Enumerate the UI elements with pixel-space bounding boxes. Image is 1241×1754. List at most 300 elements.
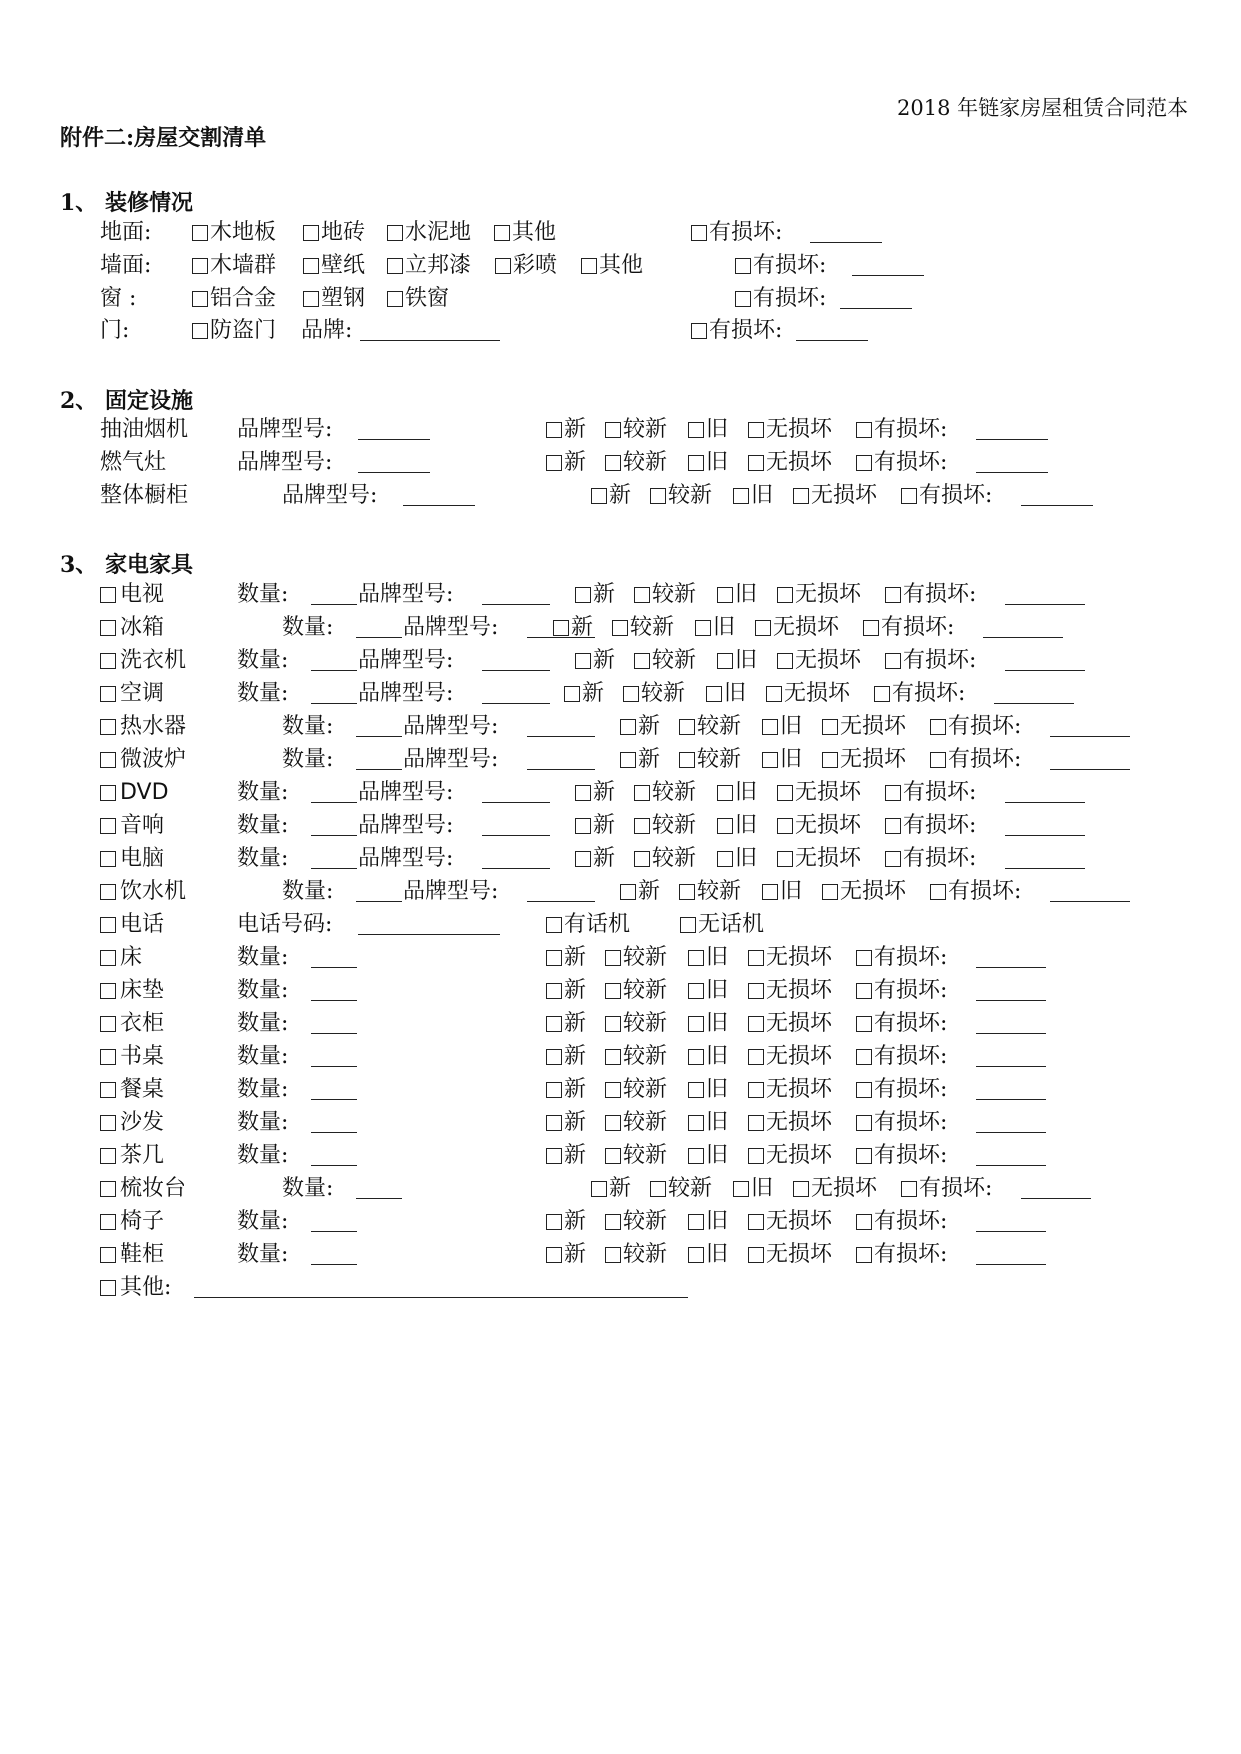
item-6-newer-checkbox[interactable] [634,785,650,801]
decoration-damaged-checkbox[interactable] [735,291,751,307]
item-17-name: 茶几 [120,1143,165,1168]
item-8-new-label: 新 [593,846,616,871]
item-12-checkbox[interactable] [100,983,116,999]
decoration-row-label: 墙面: [100,253,152,278]
fixture-0-old-checkbox[interactable] [688,422,704,438]
item-0-brand-field[interactable] [482,584,550,605]
item-20-old-checkbox[interactable] [688,1247,704,1263]
item-18-newer-checkbox[interactable] [650,1181,666,1197]
item-5-checkbox[interactable] [100,752,116,768]
item-0-checkbox[interactable] [100,587,116,603]
item-0-damage-field[interactable] [1005,584,1085,605]
item-5-old-checkbox[interactable] [762,752,778,768]
decoration-damage-field[interactable] [810,222,882,243]
item-7-old-checkbox[interactable] [717,818,733,834]
item-9-old-label: 旧 [780,879,803,904]
item-1-newer-label: 较新 [630,615,675,640]
item-5-new-label: 新 [638,747,661,772]
item-17-new-checkbox[interactable] [546,1148,562,1164]
item-18-newer-label: 较新 [668,1176,713,1201]
item-18-old-label: 旧 [751,1176,774,1201]
item-19-old-checkbox[interactable] [688,1214,704,1230]
item-18-new-label: 新 [609,1176,632,1201]
item-12-name: 床垫 [120,978,165,1003]
item-2-newer-label: 较新 [652,648,697,673]
item-4-damage-field[interactable] [1050,716,1130,737]
item-13-old-checkbox[interactable] [688,1016,704,1032]
door-brand-field[interactable] [360,320,500,341]
item-2-damage-field[interactable] [1005,650,1085,671]
item-8-no-damage-checkbox[interactable] [777,851,793,867]
item-4-damaged-checkbox[interactable] [930,719,946,735]
item-9-damage-field[interactable] [1050,881,1130,902]
item-20-qty-label: 数量: [237,1242,289,1267]
item-11-qty-label: 数量: [237,945,289,970]
item-2-brand-field[interactable] [482,650,550,671]
item-6-newer-label: 较新 [652,780,697,805]
item-2-no-damage-checkbox[interactable] [777,653,793,669]
item-11-no-damage-checkbox[interactable] [748,950,764,966]
decoration-option-checkbox[interactable] [192,225,208,241]
fixture-2-damaged-checkbox[interactable] [901,488,917,504]
item-19-damaged-checkbox[interactable] [856,1214,872,1230]
item-2-checkbox[interactable] [100,653,116,669]
item-13-qty-field[interactable] [311,1013,357,1034]
item-19-qty-field[interactable] [311,1211,357,1232]
item-3-new-checkbox[interactable] [564,686,580,702]
item-12-new-checkbox[interactable] [546,983,562,999]
item-14-qty-label: 数量: [237,1044,289,1069]
fixture-2-new-label: 新 [609,483,632,508]
item-20-damaged-checkbox[interactable] [856,1247,872,1263]
item-6-new-label: 新 [593,780,616,805]
item-20-new-checkbox[interactable] [546,1247,562,1263]
item-4-qty-field[interactable] [356,716,402,737]
item-10-checkbox[interactable] [100,917,116,933]
item-14-checkbox[interactable] [100,1049,116,1065]
item-8-old-label: 旧 [735,846,758,871]
item-13-damage-field[interactable] [976,1013,1046,1034]
fixture-0-damaged-label: 有损坏: [874,417,948,442]
item-9-newer-checkbox[interactable] [679,884,695,900]
item-16-new-checkbox[interactable] [546,1115,562,1131]
item-3-no-damage-checkbox[interactable] [766,686,782,702]
item-2-qty-field[interactable] [311,650,357,671]
decoration-option-label: 壁纸 [321,253,366,278]
item-20-qty-field[interactable] [311,1244,357,1265]
item-1-damaged-checkbox[interactable] [863,620,879,636]
section-heading-appliances: 3、 家电家具 [60,552,193,578]
decoration-row-label: 窗 : [100,286,137,311]
item-8-damaged-label: 有损坏: [903,846,977,871]
no-phone-checkbox[interactable] [680,917,696,933]
item-7-new-checkbox[interactable] [575,818,591,834]
item-18-damaged-checkbox[interactable] [901,1181,917,1197]
item-4-qty-label: 数量: [282,714,334,739]
page-header: 2018 年链家房屋租赁合同范本 [897,96,1189,120]
item-0-newer-checkbox[interactable] [634,587,650,603]
decoration-option-checkbox[interactable] [494,225,510,241]
item-19-newer-checkbox[interactable] [605,1214,621,1230]
decoration-option-checkbox[interactable] [387,258,403,274]
item-6-checkbox[interactable] [100,785,116,801]
item-9-brand-field[interactable] [527,881,595,902]
item-12-old-checkbox[interactable] [688,983,704,999]
item-18-old-checkbox[interactable] [733,1181,749,1197]
item-1-damaged-label: 有损坏: [881,615,955,640]
item-9-newer-label: 较新 [697,879,742,904]
item-6-no-damage-checkbox[interactable] [777,785,793,801]
item-17-qty-label: 数量: [237,1143,289,1168]
item-9-qty-field[interactable] [356,881,402,902]
item-8-newer-checkbox[interactable] [634,851,650,867]
has-phone-checkbox[interactable] [546,917,562,933]
item-5-name: 微波炉 [120,747,187,772]
item-20-newer-checkbox[interactable] [605,1247,621,1263]
item-18-qty-field[interactable] [356,1178,402,1199]
fixture-2-no-damage-checkbox[interactable] [793,488,809,504]
fixture-brand-field[interactable] [403,485,475,506]
item-9-damaged-checkbox[interactable] [930,884,946,900]
item-18-no-damage-checkbox[interactable] [793,1181,809,1197]
item-1-qty-label: 数量: [282,615,334,640]
item-10-name: 电话 [120,912,165,937]
item-11-damaged-checkbox[interactable] [856,950,872,966]
item-18-no-damage-label: 无损坏 [811,1176,878,1201]
item-11-no-damage-label: 无损坏 [766,945,833,970]
item-4-newer-checkbox[interactable] [679,719,695,735]
fixture-0-damaged-checkbox[interactable] [856,422,872,438]
item-4-brand-field[interactable] [527,716,595,737]
decoration-option-checkbox[interactable] [387,225,403,241]
item-11-old-label: 旧 [706,945,729,970]
item-7-no-damage-checkbox[interactable] [777,818,793,834]
decoration-damaged-checkbox[interactable] [691,323,707,339]
item-15-checkbox[interactable] [100,1082,116,1098]
item-13-new-checkbox[interactable] [546,1016,562,1032]
item-17-no-damage-checkbox[interactable] [748,1148,764,1164]
item-16-old-label: 旧 [706,1110,729,1135]
item-1-damage-field[interactable] [983,617,1063,638]
item-15-qty-field[interactable] [311,1079,357,1100]
item-9-no-damage-checkbox[interactable] [822,884,838,900]
fixture-1-damaged-checkbox[interactable] [856,455,872,471]
decoration-option-checkbox[interactable] [387,291,403,307]
item-20-checkbox[interactable] [100,1247,116,1263]
item-11-qty-field[interactable] [311,947,357,968]
item-2-old-checkbox[interactable] [717,653,733,669]
item-14-damaged-checkbox[interactable] [856,1049,872,1065]
item-6-damage-field[interactable] [1005,782,1085,803]
item-3-damaged-checkbox[interactable] [874,686,890,702]
item-19-qty-label: 数量: [237,1209,289,1234]
decoration-row-label: 地面: [100,220,152,245]
decoration-damaged-checkbox[interactable] [735,258,751,274]
item-19-damaged-label: 有损坏: [874,1209,948,1234]
item-8-brand-field[interactable] [482,848,550,869]
item-13-name: 衣柜 [120,1011,165,1036]
item-15-damaged-label: 有损坏: [874,1077,948,1102]
item-3-damage-field[interactable] [994,683,1074,704]
item-17-old-checkbox[interactable] [688,1148,704,1164]
item-5-no-damage-checkbox[interactable] [822,752,838,768]
phone-number-label: 电话号码: [237,912,333,937]
item-7-newer-checkbox[interactable] [634,818,650,834]
item-9-qty-label: 数量: [282,879,334,904]
item-12-qty-field[interactable] [311,980,357,1001]
item-3-newer-checkbox[interactable] [623,686,639,702]
item-1-new-checkbox[interactable] [553,620,569,636]
item-2-new-checkbox[interactable] [575,653,591,669]
item-2-newer-checkbox[interactable] [634,653,650,669]
item-11-newer-label: 较新 [623,945,668,970]
fixture-2-damaged-label: 有损坏: [919,483,993,508]
item-8-brand-label: 品牌型号: [358,846,454,871]
decoration-damaged-label: 有损坏: [709,318,783,343]
item-16-damaged-checkbox[interactable] [856,1115,872,1131]
other-items-field[interactable] [194,1277,688,1298]
item-7-newer-label: 较新 [652,813,697,838]
no-phone-label: 无话机 [698,912,765,937]
item-16-checkbox[interactable] [100,1115,116,1131]
decoration-option-label: 彩喷 [513,253,558,278]
item-0-damaged-checkbox[interactable] [885,587,901,603]
fixture-2-damage-field[interactable] [1021,485,1093,506]
item-16-no-damage-checkbox[interactable] [748,1115,764,1131]
item-0-qty-field[interactable] [311,584,357,605]
item-21-checkbox[interactable] [100,1280,116,1296]
item-1-new-label: 新 [571,615,594,640]
item-19-damage-field[interactable] [976,1211,1046,1232]
item-5-damage-field[interactable] [1050,749,1130,770]
item-16-damage-field[interactable] [976,1112,1046,1133]
item-11-checkbox[interactable] [100,950,116,966]
item-9-checkbox[interactable] [100,884,116,900]
item-0-old-checkbox[interactable] [717,587,733,603]
item-20-newer-label: 较新 [623,1242,668,1267]
decoration-option-checkbox[interactable] [303,258,319,274]
item-8-damage-field[interactable] [1005,848,1085,869]
item-5-qty-field[interactable] [356,749,402,770]
item-16-qty-field[interactable] [311,1112,357,1133]
fixture-0-damage-field[interactable] [976,419,1048,440]
item-14-name: 书桌 [120,1044,165,1069]
item-7-brand-field[interactable] [482,815,550,836]
item-4-old-checkbox[interactable] [762,719,778,735]
item-6-old-checkbox[interactable] [717,785,733,801]
item-11-old-checkbox[interactable] [688,950,704,966]
item-12-damaged-checkbox[interactable] [856,983,872,999]
item-20-new-label: 新 [564,1242,587,1267]
item-15-newer-checkbox[interactable] [605,1082,621,1098]
item-17-no-damage-label: 无损坏 [766,1143,833,1168]
item-6-new-checkbox[interactable] [575,785,591,801]
fixture-1-damage-field[interactable] [976,452,1048,473]
decoration-damaged-checkbox[interactable] [691,225,707,241]
item-2-no-damage-label: 无损坏 [795,648,862,673]
item-14-old-checkbox[interactable] [688,1049,704,1065]
item-15-no-damage-checkbox[interactable] [748,1082,764,1098]
fixture-0-no-damage-checkbox[interactable] [748,422,764,438]
item-14-no-damage-checkbox[interactable] [748,1049,764,1065]
item-14-damage-field[interactable] [976,1046,1046,1067]
item-7-checkbox[interactable] [100,818,116,834]
item-4-no-damage-checkbox[interactable] [822,719,838,735]
item-11-damage-field[interactable] [976,947,1046,968]
item-20-damage-field[interactable] [976,1244,1046,1265]
item-13-damaged-checkbox[interactable] [856,1016,872,1032]
item-4-checkbox[interactable] [100,719,116,735]
item-17-qty-field[interactable] [311,1145,357,1166]
item-9-name: 饮水机 [120,879,187,904]
item-3-brand-field[interactable] [482,683,550,704]
item-9-new-checkbox[interactable] [620,884,636,900]
item-17-newer-checkbox[interactable] [605,1148,621,1164]
decoration-option-checkbox[interactable] [303,225,319,241]
item-19-no-damage-checkbox[interactable] [748,1214,764,1230]
item-4-no-damage-label: 无损坏 [840,714,907,739]
fixture-2-newer-checkbox[interactable] [650,488,666,504]
item-19-checkbox[interactable] [100,1214,116,1230]
fixture-brand-field[interactable] [358,419,430,440]
item-8-new-checkbox[interactable] [575,851,591,867]
item-1-name: 冰箱 [120,615,165,640]
item-14-newer-checkbox[interactable] [605,1049,621,1065]
item-1-no-damage-checkbox[interactable] [755,620,771,636]
decoration-option-label: 其他 [512,220,557,245]
decoration-option-label: 铁窗 [405,286,450,311]
item-7-damage-field[interactable] [1005,815,1085,836]
decoration-damage-field[interactable] [852,255,924,276]
decoration-option-label: 塑钢 [321,286,366,311]
item-2-damaged-checkbox[interactable] [885,653,901,669]
item-19-new-checkbox[interactable] [546,1214,562,1230]
item-2-qty-label: 数量: [237,648,289,673]
item-13-newer-checkbox[interactable] [605,1016,621,1032]
item-15-new-checkbox[interactable] [546,1082,562,1098]
item-1-checkbox[interactable] [100,620,116,636]
item-7-damaged-checkbox[interactable] [885,818,901,834]
item-19-name: 椅子 [120,1209,165,1234]
item-7-name: 音响 [120,813,165,838]
item-17-damaged-checkbox[interactable] [856,1148,872,1164]
item-6-brand-field[interactable] [482,782,550,803]
item-8-old-checkbox[interactable] [717,851,733,867]
item-11-newer-checkbox[interactable] [605,950,621,966]
item-5-damaged-label: 有损坏: [948,747,1022,772]
item-3-checkbox[interactable] [100,686,116,702]
item-13-checkbox[interactable] [100,1016,116,1032]
decoration-damage-field[interactable] [796,320,868,341]
item-19-newer-label: 较新 [623,1209,668,1234]
item-3-damaged-label: 有损坏: [892,681,966,706]
item-12-damage-field[interactable] [976,980,1046,1001]
item-5-damaged-checkbox[interactable] [930,752,946,768]
fixture-2-old-checkbox[interactable] [733,488,749,504]
item-14-qty-field[interactable] [311,1046,357,1067]
item-1-old-checkbox[interactable] [695,620,711,636]
decoration-option-checkbox[interactable] [192,323,208,339]
item-15-old-checkbox[interactable] [688,1082,704,1098]
decoration-option-label: 其他 [599,253,644,278]
item-6-qty-field[interactable] [311,782,357,803]
item-0-new-checkbox[interactable] [575,587,591,603]
item-1-newer-checkbox[interactable] [612,620,628,636]
item-15-damaged-checkbox[interactable] [856,1082,872,1098]
item-3-qty-field[interactable] [311,683,357,704]
decoration-option-checkbox[interactable] [495,258,511,274]
item-0-no-damage-checkbox[interactable] [777,587,793,603]
item-18-new-checkbox[interactable] [591,1181,607,1197]
item-11-damaged-label: 有损坏: [874,945,948,970]
item-13-new-label: 新 [564,1011,587,1036]
item-5-newer-label: 较新 [697,747,742,772]
decoration-option-checkbox[interactable] [192,291,208,307]
fixture-1-old-label: 旧 [706,450,729,475]
decoration-option-checkbox[interactable] [303,291,319,307]
fixture-1-no-damage-checkbox[interactable] [748,455,764,471]
item-17-damage-field[interactable] [976,1145,1046,1166]
fixture-2-new-checkbox[interactable] [591,488,607,504]
item-5-newer-checkbox[interactable] [679,752,695,768]
item-5-brand-field[interactable] [527,749,595,770]
item-14-damaged-label: 有损坏: [874,1044,948,1069]
item-5-new-checkbox[interactable] [620,752,636,768]
item-8-qty-field[interactable] [311,848,357,869]
fixture-1-new-checkbox[interactable] [546,455,562,471]
item-4-name: 热水器 [120,714,187,739]
item-8-damaged-checkbox[interactable] [885,851,901,867]
item-5-qty-label: 数量: [282,747,334,772]
item-14-new-checkbox[interactable] [546,1049,562,1065]
fixture-0-newer-checkbox[interactable] [605,422,621,438]
item-17-checkbox[interactable] [100,1148,116,1164]
item-4-new-label: 新 [638,714,661,739]
decoration-option-label: 木地板 [210,220,277,245]
item-18-checkbox[interactable] [100,1181,116,1197]
item-20-no-damage-checkbox[interactable] [748,1247,764,1263]
item-9-old-checkbox[interactable] [762,884,778,900]
item-4-new-checkbox[interactable] [620,719,636,735]
item-16-newer-checkbox[interactable] [605,1115,621,1131]
fixture-1-old-checkbox[interactable] [688,455,704,471]
item-16-old-checkbox[interactable] [688,1115,704,1131]
item-12-old-label: 旧 [706,978,729,1003]
decoration-damage-field[interactable] [840,288,912,309]
item-3-old-checkbox[interactable] [706,686,722,702]
item-12-newer-checkbox[interactable] [605,983,621,999]
fixture-brand-field[interactable] [358,452,430,473]
item-8-checkbox[interactable] [100,851,116,867]
item-11-new-checkbox[interactable] [546,950,562,966]
item-5-old-label: 旧 [780,747,803,772]
fixture-0-new-checkbox[interactable] [546,422,562,438]
decoration-option-checkbox[interactable] [192,258,208,274]
item-1-qty-field[interactable] [356,617,402,638]
item-15-damage-field[interactable] [976,1079,1046,1100]
decoration-option-label: 铝合金 [210,286,277,311]
item-2-old-label: 旧 [735,648,758,673]
item-18-damage-field[interactable] [1021,1178,1091,1199]
item-13-no-damage-checkbox[interactable] [748,1016,764,1032]
item-12-no-damage-checkbox[interactable] [748,983,764,999]
fixture-1-newer-checkbox[interactable] [605,455,621,471]
decoration-option-checkbox[interactable] [581,258,597,274]
phone-number-field[interactable] [358,914,500,935]
item-6-damaged-checkbox[interactable] [885,785,901,801]
item-7-qty-field[interactable] [311,815,357,836]
item-13-old-label: 旧 [706,1011,729,1036]
